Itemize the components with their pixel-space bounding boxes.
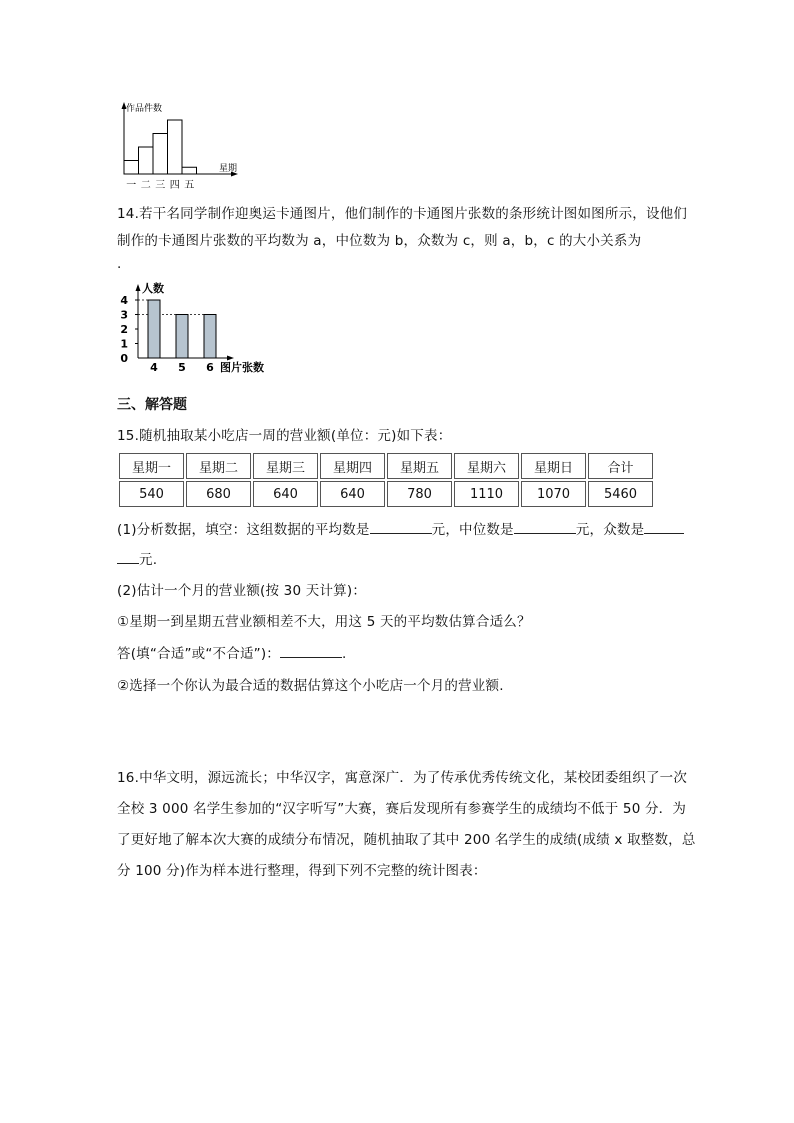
answer-blank-median[interactable] (514, 521, 576, 534)
q15-part1-text-a: (1)分析数据，填空：这组数据的平均数是 (117, 522, 370, 538)
sales-table (117, 451, 655, 509)
table-header-cell: 星期四 (320, 453, 385, 479)
table-value-cell: 640 (320, 481, 385, 507)
chart2-xtick: 4 (150, 361, 158, 374)
table-value-cell: 1110 (454, 481, 519, 507)
table-value-cell: 1070 (521, 481, 586, 507)
table-header-cell: 星期三 (253, 453, 318, 479)
chart2-xtick: 5 (178, 361, 186, 374)
chart2-bar (176, 315, 188, 359)
table-value-cell: 680 (186, 481, 251, 507)
q15-part1 (117, 518, 684, 538)
chart1-bar (139, 147, 154, 174)
q15-part1-cont (117, 548, 157, 568)
q14-line3: . (117, 256, 122, 272)
table-header-cell: 合计 (588, 453, 653, 479)
chart2-xtick: 6 (206, 361, 214, 374)
chart1-xlabel: 星期 (219, 164, 238, 174)
chart1-bar (182, 167, 197, 174)
table-value-cell: 780 (387, 481, 452, 507)
q15-part2-2: ②选择一个你认为最合适的数据估算这个小吃店一个月的营业额. (117, 678, 504, 694)
answer-blank-mean[interactable] (370, 521, 432, 534)
chart1-xtick: 一 (126, 180, 137, 191)
q15-part1-text-c: 元，众数是 (575, 522, 645, 538)
q14-line1: 14.若干名同学制作迎奥运卡通图片，他们制作的卡通图片张数的条形统计图如图所示，设他们 (117, 206, 688, 222)
chart2-bar (148, 300, 160, 358)
chart1-bar (153, 134, 168, 175)
table-value-cell: 540 (119, 481, 184, 507)
table-header-row (119, 453, 653, 479)
table-header-cell: 星期日 (521, 453, 586, 479)
chart2-ytick: 1 (120, 337, 128, 351)
q16-line4: 分 100 分)作为样本进行整理，得到下列不完整的统计图表： (117, 863, 487, 879)
chart1-xtick: 二 (140, 180, 151, 191)
chart1-xtick: 五 (184, 180, 195, 191)
q14-line2: 制作的卡通图片张数的平均数为 a，中位数为 b，众数为 c，则 a，b，c 的大小关系为 (117, 233, 642, 249)
chart1-xtick: 四 (169, 180, 180, 191)
answer-blank-mode-cont[interactable] (117, 551, 139, 564)
x-axis-arrow (227, 356, 234, 361)
q15-part1-text-b: 元，中位数是 (431, 522, 514, 538)
q15-part2-answer (117, 642, 347, 662)
q15-part1-text-d: 元. (139, 552, 158, 568)
chart1-bar (124, 161, 139, 175)
q15-part2-answer-text: 答(填“合适”或“不合适”)： (117, 646, 281, 662)
chart2-ytick: 4 (120, 294, 128, 307)
chart2-ytick: 0 (120, 352, 128, 365)
pictures-bar-chart (114, 280, 274, 376)
chart2-ytick: 3 (120, 308, 128, 322)
q15-part2-1: ①星期一到星期五营业额相差不大，用这 5 天的平均数估算合适么？ (117, 614, 531, 630)
q16-line1: 16.中华文明，源远流长；中华汉字，寓意深广．为了传承优秀传统文化，某校团委组织了一次 (117, 770, 688, 786)
table-header-cell: 星期五 (387, 453, 452, 479)
chart1-ylabel: 作品件数 (126, 104, 163, 114)
q15-part2-answer-end: . (342, 646, 347, 662)
section-heading: 三、解答题 (117, 397, 187, 413)
y-axis-arrow (136, 284, 141, 291)
chart2-ytick: 2 (120, 323, 128, 336)
table-value-row (119, 481, 653, 507)
chart2-xlabel: 图片张数 (220, 361, 264, 374)
table-header-cell: 星期六 (454, 453, 519, 479)
q16-line2: 全校 3 000 名学生参加的“汉字听写”大赛，赛后发现所有参赛学生的成绩均不低于 50 分．为 (117, 801, 687, 817)
q15-part2: (2)估计一个月的营业额(按 30 天计算)： (117, 583, 367, 599)
chart2-bar (204, 315, 216, 359)
q16-line3: 了更好地了解本次大赛的成绩分布情况，随机抽取了其中 200 名学生的成绩(成绩 x 取整数，总 (117, 832, 696, 848)
answer-blank-mode[interactable] (644, 521, 684, 534)
table-header-cell: 星期二 (186, 453, 251, 479)
answer-blank-suitable[interactable] (280, 645, 342, 658)
table-value-cell: 640 (253, 481, 318, 507)
table-header-cell: 星期一 (119, 453, 184, 479)
table-value-cell: 5460 (588, 481, 653, 507)
chart1-xtick: 三 (155, 180, 166, 191)
chart1-bar (168, 120, 183, 174)
works-bar-chart (112, 100, 252, 192)
chart2-ylabel: 人数 (142, 282, 164, 295)
q15-intro: 15.随机抽取某小吃店一周的营业额(单位：元)如下表： (117, 428, 452, 444)
